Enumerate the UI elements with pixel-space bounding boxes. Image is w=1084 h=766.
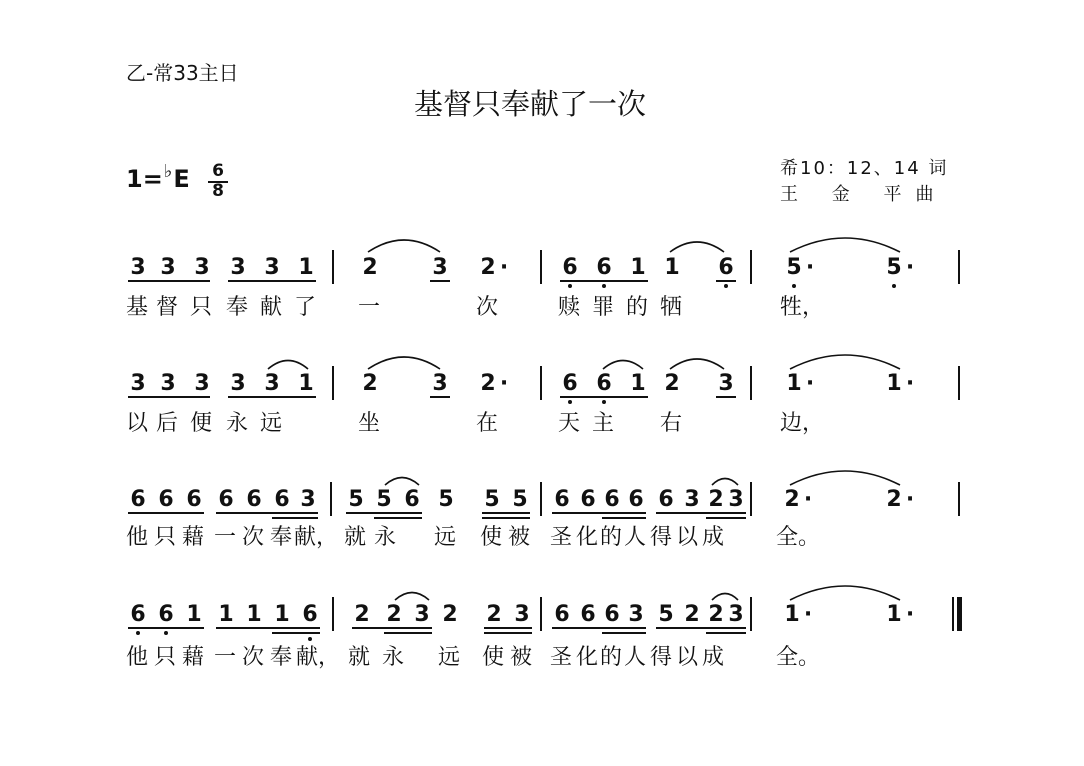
lyric: 一 xyxy=(357,295,380,320)
lyric: 的 xyxy=(625,295,648,320)
lyric: 一 xyxy=(213,645,236,670)
low-octave-dot xyxy=(568,284,572,288)
lyric: 边， xyxy=(780,411,825,436)
lyric: 了 xyxy=(293,295,316,320)
note: 3 xyxy=(728,602,744,627)
note: 6 xyxy=(604,602,620,627)
lyric: 在 xyxy=(475,411,498,436)
lyric: 只 xyxy=(189,295,212,320)
lyric: 全。 xyxy=(776,645,821,670)
note: 5 xyxy=(376,487,392,512)
eighth-beam xyxy=(430,280,450,282)
dotted-rhythm: · xyxy=(803,602,813,627)
lyric: 人 xyxy=(623,645,646,670)
lyric: 以 xyxy=(125,411,148,436)
note: 2 xyxy=(386,602,402,627)
dotted-rhythm: · xyxy=(905,255,915,280)
lyric: 只 xyxy=(153,525,176,550)
note: 5 xyxy=(886,255,902,280)
eighth-beam xyxy=(128,396,210,398)
eighth-beam xyxy=(482,512,530,514)
tie-line2-a xyxy=(268,361,308,370)
bar-line xyxy=(332,250,334,284)
lyric: 成 xyxy=(701,525,724,550)
time-signature-numerator: 6 xyxy=(212,161,224,181)
eighth-beam xyxy=(216,627,320,629)
note: 5 xyxy=(658,602,674,627)
note: 6 xyxy=(580,602,596,627)
note: 6 xyxy=(404,487,420,512)
note: 6 xyxy=(718,255,734,280)
note: 6 xyxy=(158,602,174,627)
dotted-rhythm: · xyxy=(805,371,815,396)
lyric: 永 xyxy=(225,411,248,436)
eighth-beam xyxy=(216,512,318,514)
note: 2 xyxy=(886,487,902,512)
lyric: 奉 xyxy=(269,645,292,670)
tie-line2-d xyxy=(670,359,724,369)
note: 5 xyxy=(484,487,500,512)
note: 6 xyxy=(158,487,174,512)
eighth-beam xyxy=(128,627,204,629)
note: 3 xyxy=(432,255,448,280)
lyric: 被 xyxy=(507,525,530,550)
note: 6 xyxy=(596,371,612,396)
lyric: 献 xyxy=(259,295,282,320)
note: 1 xyxy=(786,371,802,396)
music-credit: 王 金 平曲 xyxy=(780,184,948,205)
note: 2 xyxy=(708,487,724,512)
note: 3 xyxy=(300,487,316,512)
low-octave-dot xyxy=(136,631,140,635)
note: 1 xyxy=(886,602,902,627)
bar-line xyxy=(958,250,960,284)
sixteenth-beam xyxy=(484,632,532,634)
tie-line4-b xyxy=(712,594,738,601)
note: 2 xyxy=(708,602,724,627)
eighth-beam xyxy=(716,280,736,282)
note: 3 xyxy=(432,371,448,396)
note: 3 xyxy=(264,371,280,396)
tie-line1-b xyxy=(670,242,724,252)
note: 1 xyxy=(784,602,800,627)
eighth-beam xyxy=(128,512,204,514)
low-octave-dot xyxy=(792,284,796,288)
note: 1 xyxy=(298,255,314,280)
note: 3 xyxy=(160,371,176,396)
tie-line3-b xyxy=(712,479,738,486)
note: 5 xyxy=(348,487,364,512)
eighth-beam xyxy=(228,396,316,398)
lyric: 基 xyxy=(125,295,148,320)
lyrics-credit: 希10：12、14 词 xyxy=(780,158,949,179)
lyric: 他 xyxy=(125,645,148,670)
lyric: 的 xyxy=(599,645,622,670)
hymn-category-label: 乙-常33主日 xyxy=(126,61,239,85)
lyric: 圣 xyxy=(549,525,572,550)
note: 5 xyxy=(438,487,454,512)
lyric: 督 xyxy=(155,295,178,320)
sixteenth-beam xyxy=(706,517,746,519)
eighth-beam xyxy=(552,512,646,514)
note: 2 xyxy=(354,602,370,627)
note: 3 xyxy=(414,602,430,627)
note: 3 xyxy=(628,602,644,627)
note: 2 xyxy=(442,602,458,627)
note: 2 xyxy=(480,255,496,280)
tie-line4-c xyxy=(790,586,900,600)
sixteenth-beam xyxy=(602,632,646,634)
lyric: 远 xyxy=(433,525,456,550)
lyric: 天 xyxy=(557,411,580,436)
dotted-rhythm: · xyxy=(803,487,813,512)
bar-line xyxy=(332,366,334,400)
lyric: 献， xyxy=(294,525,339,550)
low-octave-dot xyxy=(164,631,168,635)
key-name: E xyxy=(173,165,190,193)
final-bar-thick xyxy=(957,597,962,631)
lyric: 的 xyxy=(599,525,622,550)
note: 6 xyxy=(218,487,234,512)
time-signature-denominator: 8 xyxy=(212,181,224,201)
lyric: 奉 xyxy=(269,525,292,550)
note: 3 xyxy=(230,255,246,280)
lyric: 得 xyxy=(649,525,672,550)
lyric: 人 xyxy=(623,525,646,550)
bar-line xyxy=(958,482,960,516)
note: 6 xyxy=(604,487,620,512)
low-octave-dot xyxy=(602,284,606,288)
lyric: 远 xyxy=(259,411,282,436)
lyric: 右 xyxy=(659,411,682,436)
note: 3 xyxy=(194,255,210,280)
eighth-beam xyxy=(560,280,648,282)
sixteenth-beam xyxy=(272,517,318,519)
lyric: 奉 xyxy=(225,295,248,320)
eighth-beam xyxy=(484,627,532,629)
note: 3 xyxy=(130,255,146,280)
lyric: 次 xyxy=(475,295,498,320)
note: 1 xyxy=(630,255,646,280)
dotted-rhythm: · xyxy=(905,487,915,512)
bar-line xyxy=(540,366,542,400)
dotted-rhythm: · xyxy=(499,371,509,396)
lyric: 罪 xyxy=(591,295,614,320)
eighth-beam xyxy=(128,280,210,282)
lyric: 永 xyxy=(381,645,404,670)
note: 2 xyxy=(480,371,496,396)
low-octave-dot xyxy=(308,637,312,641)
lyric: 牲， xyxy=(780,295,825,320)
dotted-rhythm: · xyxy=(905,602,915,627)
note: 2 xyxy=(684,602,700,627)
note: 3 xyxy=(230,371,246,396)
lyric: 后 xyxy=(155,411,178,436)
note: 1 xyxy=(630,371,646,396)
eighth-beam xyxy=(352,627,432,629)
tie-line2-c xyxy=(603,361,643,370)
lyric: 使 xyxy=(479,525,502,550)
lyric: 化 xyxy=(575,645,598,670)
lyric: 就 xyxy=(347,645,370,670)
tie-line4-a xyxy=(395,593,429,601)
note: 6 xyxy=(130,487,146,512)
note: 1 xyxy=(186,602,202,627)
tie-line3-c xyxy=(790,471,900,485)
sixteenth-beam xyxy=(706,632,746,634)
tie-line2-b xyxy=(368,357,440,369)
note: 1 xyxy=(246,602,262,627)
eighth-beam xyxy=(656,512,746,514)
lyric: 就 xyxy=(343,525,366,550)
bar-line xyxy=(332,597,334,631)
tie-line2-e xyxy=(790,355,900,369)
lyric: 次 xyxy=(241,525,264,550)
note: 3 xyxy=(514,602,530,627)
dotted-rhythm: · xyxy=(805,255,815,280)
sixteenth-beam xyxy=(374,517,422,519)
note: 6 xyxy=(554,602,570,627)
note: 5 xyxy=(512,487,528,512)
lyric: 次 xyxy=(241,645,264,670)
tie-line3-a xyxy=(385,478,419,486)
note: 1 xyxy=(886,371,902,396)
bar-line xyxy=(958,366,960,400)
lyric: 他 xyxy=(125,525,148,550)
note: 6 xyxy=(130,602,146,627)
bar-line xyxy=(540,250,542,284)
lyric: 化 xyxy=(575,525,598,550)
sixteenth-beam xyxy=(384,632,432,634)
lyric: 主 xyxy=(591,411,614,436)
final-bar-thin xyxy=(952,597,954,631)
note: 3 xyxy=(160,255,176,280)
lyric: 全。 xyxy=(776,525,821,550)
eighth-beam xyxy=(560,396,648,398)
lyric: 得 xyxy=(649,645,672,670)
lyric: 以 xyxy=(675,525,698,550)
lyric: 坐 xyxy=(357,411,380,436)
tie-line1-c xyxy=(790,238,900,252)
bar-line xyxy=(750,597,752,631)
bar-line xyxy=(330,482,332,516)
note: 6 xyxy=(246,487,262,512)
lyric: 便 xyxy=(189,411,212,436)
sixteenth-beam xyxy=(482,517,530,519)
lyric: 以 xyxy=(675,645,698,670)
note: 3 xyxy=(684,487,700,512)
note: 3 xyxy=(728,487,744,512)
note: 2 xyxy=(362,371,378,396)
lyric: 只 xyxy=(153,645,176,670)
note: 6 xyxy=(562,371,578,396)
sixteenth-beam xyxy=(272,632,320,634)
lyric: 成 xyxy=(701,645,724,670)
lyric: 一 xyxy=(213,525,236,550)
bar-line xyxy=(750,366,752,400)
low-octave-dot xyxy=(602,400,606,404)
note: 3 xyxy=(264,255,280,280)
bar-line xyxy=(540,482,542,516)
dotted-rhythm: · xyxy=(499,255,509,280)
flat-sign: ♭ xyxy=(163,161,173,182)
eighth-beam xyxy=(656,627,746,629)
note: 6 xyxy=(580,487,596,512)
note: 1 xyxy=(218,602,234,627)
eighth-beam xyxy=(430,396,450,398)
lyric: 藉 xyxy=(181,525,204,550)
lyric: 远 xyxy=(437,645,460,670)
bar-line xyxy=(750,250,752,284)
low-octave-dot xyxy=(892,284,896,288)
lyric: 赎 xyxy=(557,295,580,320)
note: 6 xyxy=(658,487,674,512)
low-octave-dot xyxy=(568,400,572,404)
hymn-title: 基督只奉献了一次 xyxy=(414,87,647,121)
note: 3 xyxy=(130,371,146,396)
sixteenth-beam xyxy=(602,517,646,519)
note: 2 xyxy=(664,371,680,396)
note: 6 xyxy=(186,487,202,512)
note: 6 xyxy=(562,255,578,280)
note: 3 xyxy=(194,371,210,396)
note: 2 xyxy=(486,602,502,627)
dotted-rhythm: · xyxy=(905,371,915,396)
note: 1 xyxy=(664,255,680,280)
note: 6 xyxy=(596,255,612,280)
note: 6 xyxy=(274,487,290,512)
note: 2 xyxy=(362,255,378,280)
lyric: 使 xyxy=(481,645,504,670)
low-octave-dot xyxy=(724,284,728,288)
note: 5 xyxy=(786,255,802,280)
eighth-beam xyxy=(552,627,646,629)
note: 3 xyxy=(718,371,734,396)
lyric: 牺 xyxy=(659,295,682,320)
lyric: 藉 xyxy=(181,645,204,670)
lyric: 被 xyxy=(509,645,532,670)
tie-line1-a xyxy=(368,240,440,252)
lyric: 献， xyxy=(296,645,341,670)
note: 1 xyxy=(274,602,290,627)
eighth-beam xyxy=(346,512,422,514)
note: 6 xyxy=(554,487,570,512)
eighth-beam xyxy=(228,280,316,282)
note: 6 xyxy=(628,487,644,512)
bar-line xyxy=(750,482,752,516)
eighth-beam xyxy=(716,396,736,398)
lyric: 圣 xyxy=(549,645,572,670)
note: 1 xyxy=(298,371,314,396)
note: 2 xyxy=(784,487,800,512)
note: 6 xyxy=(302,602,318,627)
lyric: 永 xyxy=(373,525,396,550)
bar-line xyxy=(540,597,542,631)
key-prefix: 1= xyxy=(126,165,163,193)
